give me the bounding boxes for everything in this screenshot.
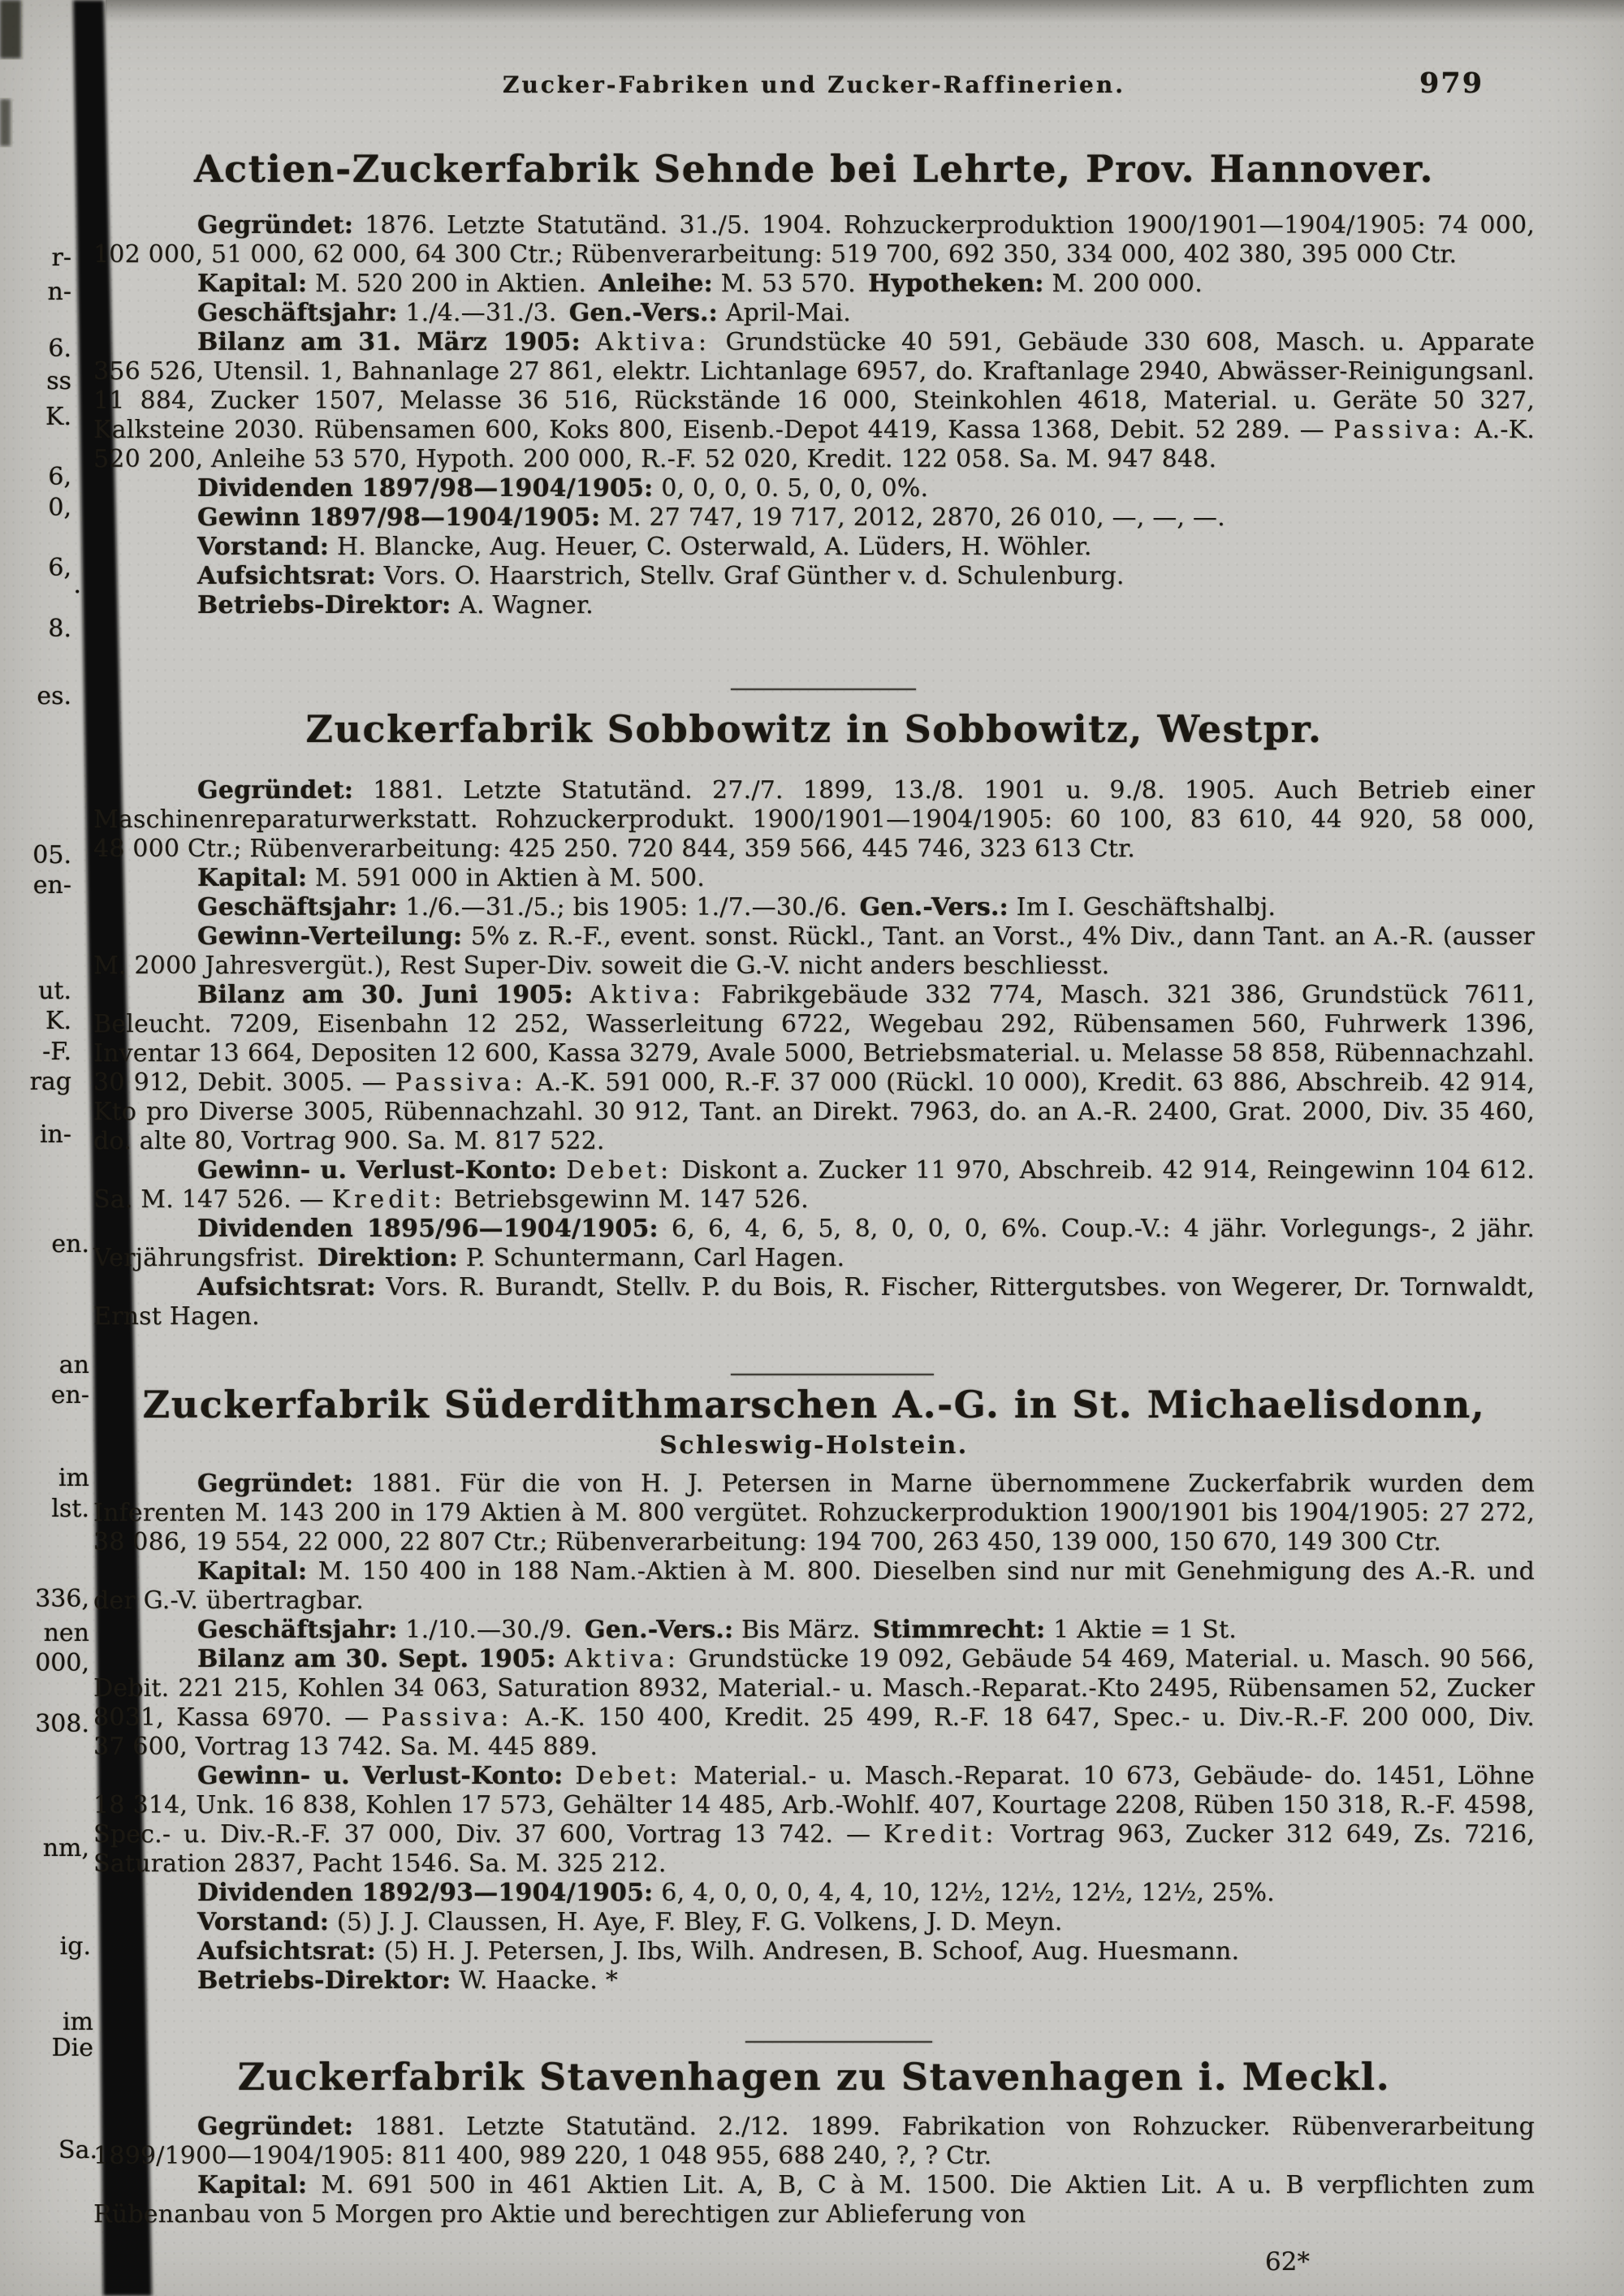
paragraph-text: 1876. Letzte Statutänd. 31./5. 1904. Rohzuckerproduktion 1900/1901—1904/1905: 74 000, 102 000, 51 000, 62 000, 64 300 Ctr.; Rübenverarbeitung: 519 700, 692 350, 334 000, 402 380, 395 000 Ctr. [93, 211, 1535, 269]
entry-paragraph [93, 864, 1535, 893]
margin-fragment: an [58, 1351, 89, 1379]
paragraph-text: 1 Aktie = 1 St. [1045, 1616, 1237, 1644]
paragraph-label: Gewinn-Verteilung: [197, 922, 463, 951]
footer-signature: 62* [1265, 2247, 1310, 2277]
paragraph-text: W. Haacke. * [451, 1966, 618, 1995]
margin-fragment: 8. [48, 615, 71, 643]
margin-fragment: 6, [48, 554, 71, 582]
paragraph-label: Gewinn- u. Verlust-Konto: [197, 1156, 558, 1185]
paragraph-label: Bilanz am 31. März 1905: [197, 328, 581, 356]
paragraph-text: M. 520 200 in Aktien. [307, 270, 599, 298]
paragraph-text: Vortrag 963, Zucker 312 649, Zs. 7216, Saturation 2837, Pacht 1546. Sa. M. 325 212. [93, 1820, 1535, 1878]
running-header: Zucker-Fabriken und Zucker-Raffinerien. [503, 71, 1125, 98]
paragraph-text: M. 200 000. [1043, 270, 1203, 298]
paragraph-text: 1881. Letzte Statutänd. 2./12. 1899. Fabrikation von Rohzucker. Rübenverarbeitung 1899/1900—1904/1905: 811 400, 989 220, 1 048 955, 688 240, ?, ? Ctr. [93, 2113, 1535, 2170]
paragraph-text: Bis März. [733, 1616, 873, 1644]
entry-paragraph [93, 1156, 1535, 1215]
paragraph-label: Hypotheken: [868, 270, 1044, 298]
paragraph-text: Im I. Geschäftshalbj. [1008, 893, 1276, 921]
paragraph-text: (5) H. J. Petersen, J. Ibs, Wilh. Andresen, B. Schoof, Aug. Huesmann. [375, 1937, 1240, 1966]
margin-fragment: im [62, 2008, 93, 2036]
paragraph-text: 1./4.—31./3. [397, 299, 569, 327]
margin-fragment: rag [29, 1068, 71, 1096]
paragraph-label: Direktion: [317, 1244, 458, 1272]
entry-stavenhagen [93, 2052, 1535, 2229]
entry-paragraph [93, 591, 1535, 620]
paragraph-text: Grundstücke 19 092, Gebäude 54 469, Material. u. Masch. 90 566, Debit. 221 215, Kohlen 34 063, Saturation 8932, Material.- u. Masch.-Reparat.-Kto 2495, Rübensamen 52, Zucker 8031, Kassa 6970. — [93, 1645, 1535, 1732]
entry-paragraph [93, 474, 1535, 503]
section-divider [731, 1374, 934, 1375]
paragraph-label: Dividenden 1895/96—1904/1905: [197, 1215, 659, 1243]
paragraph-text: 5% z. R.-F., event. sonst. Rückl., Tant. an Vorst., 4% Div., dann Tant. an A.-R. (ausser M. 2000 Jahresvergüt.), Rest Super-Div. soweit die G.-V. nicht anders beschliesst. [93, 922, 1535, 980]
entry-suederdithmarschen [93, 1380, 1535, 1996]
margin-fragment: · [73, 578, 81, 606]
section-divider [745, 2041, 932, 2043]
entry-paragraph [93, 2113, 1535, 2171]
paragraph-text [556, 1645, 565, 1673]
entry-title: Actien-Zuckerfabrik Sehnde bei Lehrte, Prov. Hannover. [193, 147, 1435, 191]
paragraph-label: Bilanz am 30. Juni 1905: [197, 981, 573, 1009]
paragraph-text: 1881. Für die von H. J. Petersen in Marne übernommene Zuckerfabrik wurden dem Inferenten M. 143 200 in 179 Aktien à M. 800 vergütet. Rohzuckerproduktion 1900/1901 bis 1904/1905: 27 272, 38 086, 19 554, 22 000, 22 807 Ctr.; Rübenverarbeitung: 194 700, 263 450, 139 000, 150 670, 149 300 Ctr. [93, 1470, 1535, 1556]
paragraph-label: Gen.-Vers.: [584, 1616, 734, 1644]
paragraph-text: M. 53 570. [712, 270, 869, 298]
paragraph-text: P. Schuntermann, Carl Hagen. [457, 1244, 845, 1272]
margin-fragment: es. [37, 682, 71, 710]
margin-fragment: n- [47, 278, 71, 306]
paragraph-label: Aufsichtsrat: [197, 1273, 376, 1301]
paragraph-label: Gegründet: [197, 1470, 354, 1498]
paragraph-text [557, 1156, 566, 1185]
margin-fragment: ig. [59, 1932, 91, 1961]
entry-paragraph [93, 1937, 1535, 1966]
paragraph-text [563, 1762, 575, 1790]
paragraph-label: Gen.-Vers.: [859, 893, 1009, 921]
entry-paragraph [93, 211, 1535, 270]
paragraph-text: A.-K. 591 000, R.-F. 37 000 (Rückl. 10 000), Kredit. 63 886, Abschreib. 42 914, Kto pro Diverse 3005, Rübennachzahl. 30 912, Tant. an Direkt. 7963, do. an A.-R. 2400, Grat. 2000, Div. 35 460, do. alte 80, Vortrag 900. Sa. M. 817 522. [93, 1068, 1535, 1155]
entry-paragraph [93, 503, 1535, 533]
paragraph-text: Fabrikgebäude 332 774, Masch. 321 386, Grundstück 7611, Beleucht. 7209, Eisenbahn 12 252, Wasserleitung 6722, Wegebau 292, Rübensamen 560, Fuhrwerk 1396, Inventar 13 664, Depositen 12 600, Kassa 3279, Avale 5000, Betriebsmaterial. u. Melasse 58 858, Rübennachzahl. 30 912, Debit. 3005. — [93, 981, 1535, 1097]
paragraph-text: A.-K. 150 400, Kredit. 25 499, R.-F. 18 647, Spec.- u. Div.-R.-F. 200 000, Div. 37 600, Vortrag 13 742. Sa. M. 445 889. [93, 1703, 1535, 1761]
entry-paragraph [93, 1879, 1535, 1908]
entry-paragraph [93, 1616, 1535, 1645]
paragraph-label: Geschäftsjahr: [197, 893, 398, 921]
paragraph-text: 0, 0, 0, 0. 5, 0, 0, 0%. [653, 474, 929, 503]
entry-paragraph [93, 1908, 1535, 1937]
entry-paragraph [93, 1645, 1535, 1762]
entry-paragraph [93, 328, 1535, 474]
paragraph-label: Kapital: [197, 2171, 308, 2199]
margin-fragment: lst. [51, 1495, 89, 1523]
paragraph-text [581, 328, 596, 356]
entry-sobbowitz [93, 705, 1535, 1331]
paragraph-label: Dividenden 1892/93—1904/1905: [197, 1879, 654, 1907]
paragraph-label: Gewinn 1897/98—1904/1905: [197, 503, 601, 532]
entry-sehnde [93, 145, 1535, 620]
margin-fragment: en- [50, 1381, 89, 1409]
entry-title: Zuckerfabrik Süderdithmarschen A.-G. in St. Michaelisdonn, [142, 1383, 1486, 1426]
paragraph-label: Vorstand: [197, 533, 330, 561]
paragraph-text: Vors. R. Burandt, Stellv. P. du Bois, R. Fischer, Rittergutsbes. von Wegerer, Dr. Tornwaldt, Ernst Hagen. [93, 1273, 1535, 1331]
paragraph-text: A. Wagner. [451, 591, 594, 619]
paragraph-text: Kredit: [331, 1185, 447, 1214]
paragraph-text: Material.- u. Masch.-Reparat. 10 673, Gebäude- do. 1451, Löhne 18 314, Unk. 16 838, Kohlen 17 573, Gehälter 14 485, Arb.-Wohlf. 407, Kourtage 2208, Rüben 150 318, R.-F. 4598, Spec.- u. Div.-R.-F. 37 000, Div. 37 600, Vortrag 13 742. — [93, 1762, 1535, 1849]
paragraph-text: H. Blancke, Aug. Heuer, C. Osterwald, A. Lüders, H. Wöhler. [329, 533, 1092, 561]
paragraph-label: Kapital: [197, 270, 308, 298]
paragraph-label: Betriebs-Direktor: [197, 1966, 451, 1995]
entry-paragraph [93, 533, 1535, 562]
entry-paragraph [93, 299, 1535, 328]
paragraph-text: M. 27 747, 19 717, 2012, 2870, 26 010, —, —, —. [600, 503, 1225, 532]
paragraph-text: Passiva: [395, 1068, 527, 1097]
paragraph-label: Dividenden 1897/98—1904/1905: [197, 474, 654, 503]
margin-fragment: Sa. [58, 2136, 97, 2164]
entry-paragraph [93, 270, 1535, 299]
margin-fragment: 000, [35, 1649, 89, 1677]
margin-fragment: 6. [48, 334, 71, 363]
entry-paragraph [93, 562, 1535, 591]
paragraph-label: Gegründet: [197, 776, 354, 805]
margin-fragment: r- [51, 244, 71, 272]
paragraph-text: 6, 4, 0, 0, 0, 4, 4, 10, 12½, 12½, 12½, 12½, 25%. [653, 1879, 1275, 1907]
paragraph-label: Aufsichtsrat: [197, 1937, 376, 1966]
margin-fragment: 336, [35, 1585, 89, 1613]
paragraph-label: Gewinn- u. Verlust-Konto: [197, 1762, 564, 1790]
paragraph-text: Grundstücke 40 591, Gebäude 330 608, Masch. u. Apparate 356 526, Utensil. 1, Bahnanlage 27 861, elektr. Lichtanlage 6957, do. Kraftanlage 2940, Abwässer-Reinigungsanl. 11 884, Zucker 1507, Melasse 36 516, Rückstände 16 000, Steinkohlen 4618, Material. u. Geräte 50 327, Kalksteine 2030. Rübensamen 600, Koks 800, Eisenb.-Depot 4419, Kassa 1368, Debit. 52 289. — [93, 328, 1535, 444]
margin-fragment: in- [39, 1120, 71, 1149]
paragraph-label: Kapital: [197, 1557, 308, 1586]
paragraph-label: Stimmrecht: [872, 1616, 1046, 1644]
paragraph-text: (5) J. J. Claussen, H. Aye, F. Bley, F. G. Volkens, J. D. Meyn. [329, 1908, 1063, 1936]
paragraph-text: April-Mai. [717, 299, 851, 327]
entry-paragraph [93, 893, 1535, 922]
paragraph-text: Kredit: [883, 1820, 998, 1849]
entry-paragraph [93, 1470, 1535, 1557]
paragraph-label: Kapital: [197, 864, 308, 892]
paragraph-text: Aktiva: [590, 981, 705, 1009]
entry-title: Zuckerfabrik Stavenhagen zu Stavenhagen i. Meckl. [237, 2055, 1391, 2099]
entry-paragraph [93, 776, 1535, 864]
margin-fragment: K. [45, 1007, 71, 1035]
entry-paragraph [93, 1273, 1535, 1331]
margin-fragment: 308. [35, 1710, 89, 1738]
entry-subtitle: Schleswig-Holstein. [659, 1431, 969, 1460]
margin-fragment: ut. [38, 977, 71, 1005]
margin-fragment: nm, [42, 1834, 89, 1862]
paragraph-text: A.-K. 520 200, Anleihe 53 570, Hypoth. 200 000, R.-F. 52 020, Kredit. 122 058. Sa. M. 947 848. [93, 416, 1535, 473]
paragraph-text: Passiva: [381, 1703, 513, 1732]
entry-paragraph [93, 1557, 1535, 1616]
entry-paragraph [93, 2171, 1535, 2229]
paragraph-label: Geschäftsjahr: [197, 1616, 398, 1644]
paragraph-text: M. 691 500 in 461 Aktien Lit. A, B, C à M. 1500. Die Aktien Lit. A u. B verpflichten zum Rübenanbau von 5 Morgen pro Aktie und berechtigen zur Ablieferung von [93, 2171, 1535, 2229]
paragraph-text: Vors. O. Haarstrich, Stellv. Graf Günther v. d. Schulenburg. [375, 562, 1125, 590]
paragraph-text: Debet: [566, 1156, 673, 1185]
margin-fragment: nen [43, 1619, 89, 1647]
entry-paragraph [93, 1966, 1535, 1996]
page-number: 979 [1419, 67, 1484, 100]
paragraph-label: Betriebs-Direktor: [197, 591, 451, 619]
paragraph-text: M. 591 000 in Aktien à M. 500. [307, 864, 705, 892]
margin-fragment: 05. [32, 841, 71, 870]
margin-fragment: im [58, 1464, 89, 1492]
margin-fragment: ss [46, 367, 71, 395]
paragraph-label: Bilanz am 30. Sept. 1905: [197, 1645, 556, 1673]
margin-fragment: en- [32, 871, 71, 900]
margin-fragment: 0, [48, 494, 71, 522]
paragraph-text: Passiva: [1333, 416, 1466, 444]
paragraph-label: Aufsichtsrat: [197, 562, 376, 590]
paragraph-text: 1./10.—30./9. [397, 1616, 585, 1644]
entry-paragraph [93, 1215, 1535, 1273]
margin-fragment: -F. [42, 1038, 71, 1066]
margin-fragment: K. [45, 403, 71, 431]
paragraph-label: Anleihe: [598, 270, 713, 298]
paragraph-text: Aktiva: [564, 1645, 680, 1673]
entry-paragraph [93, 981, 1535, 1156]
paragraph-text: Diskont a. Zucker 11 970, Abschreib. 42 914, Reingewinn 104 612. Sa. M. 147 526. — [93, 1156, 1535, 1214]
entry-paragraph [93, 1762, 1535, 1879]
margin-fragment: 6, [48, 463, 71, 491]
margin-fragment: Die [51, 2034, 93, 2062]
paragraph-text: 1./6.—31./5.; bis 1905: 1./7.—30./6. [397, 893, 860, 921]
paragraph-label: Vorstand: [197, 1908, 330, 1936]
paragraph-text: Betriebsgewinn M. 147 526. [446, 1185, 809, 1214]
paragraph-text: Debet: [575, 1762, 682, 1790]
paragraph-label: Gegründet: [197, 2113, 354, 2141]
paragraph-label: Gen.-Vers.: [568, 299, 718, 327]
entry-paragraph [93, 922, 1535, 981]
paragraph-text [573, 981, 590, 1009]
paragraph-text: 6, 6, 4, 6, 5, 8, 0, 0, 0, 6%. Coup.-V.: 4 jähr. Vorlegungs-, 2 jähr. Verjährungsfrist. [93, 1215, 1535, 1272]
paragraph-text: Aktiva: [595, 328, 710, 356]
paragraph-text: 1881. Letzte Statutänd. 27./7. 1899, 13./8. 1901 u. 9./8. 1905. Auch Betrieb einer Maschinenreparaturwerkstatt. Rohzuckerprodukt. 1900/1901—1904/1905: 60 100, 83 610, 44 920, 58 000, 48 000 Ctr.; Rübenverarbeitung: 425 250. 720 844, 359 566, 445 746, 323 613 Ctr. [93, 776, 1535, 863]
margin-fragment: en. [51, 1230, 89, 1258]
paragraph-text: M. 150 400 in 188 Nam.-Aktien à M. 800. Dieselben sind nur mit Genehmigung des A.-R. und der G.-V. übertragbar. [93, 1557, 1535, 1615]
paragraph-label: Gegründet: [197, 211, 354, 240]
section-divider [731, 688, 916, 690]
paragraph-label: Geschäftsjahr: [197, 299, 398, 327]
entry-title: Zuckerfabrik Sobbowitz in Sobbowitz, Westpr. [305, 707, 1323, 751]
